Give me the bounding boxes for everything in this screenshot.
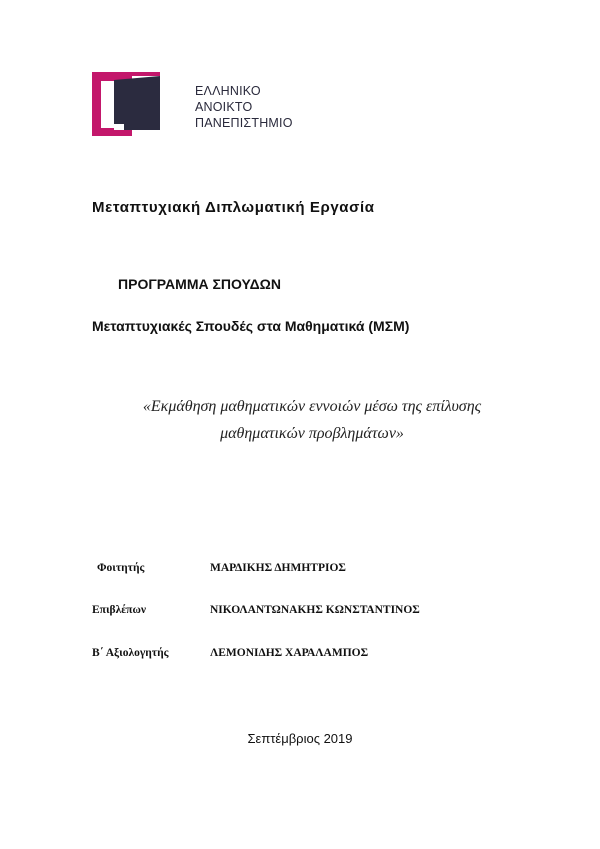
second-examiner-name: ΛΕΜΟΝΙΔΗΣ ΧΑΡΑΛΑΜΠΟΣ xyxy=(210,647,369,659)
university-logo xyxy=(92,72,293,136)
role-supervisor: Επιβλέπων xyxy=(92,604,147,616)
logo-text-line-1: ΕΛΛΗΝΙΚΟ xyxy=(195,84,261,98)
thesis-title-line-1: «Εκμάθηση μαθηματικών εννοιών μέσω της επίλυσης xyxy=(142,398,482,415)
program-label: ΠΡΟΓΡΑΜΜΑ ΣΠΟΥΔΩΝ xyxy=(118,276,281,292)
thesis-type: Μεταπτυχιακή Διπλωματική Εργασία xyxy=(92,199,375,216)
student-name: ΜΑΡΔΙΚΗΣ ΔΗΜΗΤΡΙΟΣ xyxy=(210,562,346,574)
role-second-examiner: Β΄ Αξιολογητής xyxy=(92,647,169,659)
program-name: Μεταπτυχιακές Σπουδές στα Μαθηματικά (ΜΣΜ) xyxy=(92,318,410,334)
supervisor-name: ΝΙΚΟΛΑΝΤΩΝΑΚΗΣ ΚΩΝΣΤΑΝΤΙΝΟΣ xyxy=(210,604,420,616)
logo-mark-icon xyxy=(92,72,192,136)
logo-text-line-3: ΠΑΝΕΠΙΣΤΗΜΙΟ xyxy=(195,116,293,130)
thesis-title-line-2: μαθηματικών προβλημάτων» xyxy=(220,425,404,442)
submission-date: Σεπτέμβριος 2019 xyxy=(247,731,353,746)
role-student: Φοιτητής xyxy=(97,562,145,574)
logo-text-line-2: ΑΝΟΙΚΤΟ xyxy=(195,100,253,114)
